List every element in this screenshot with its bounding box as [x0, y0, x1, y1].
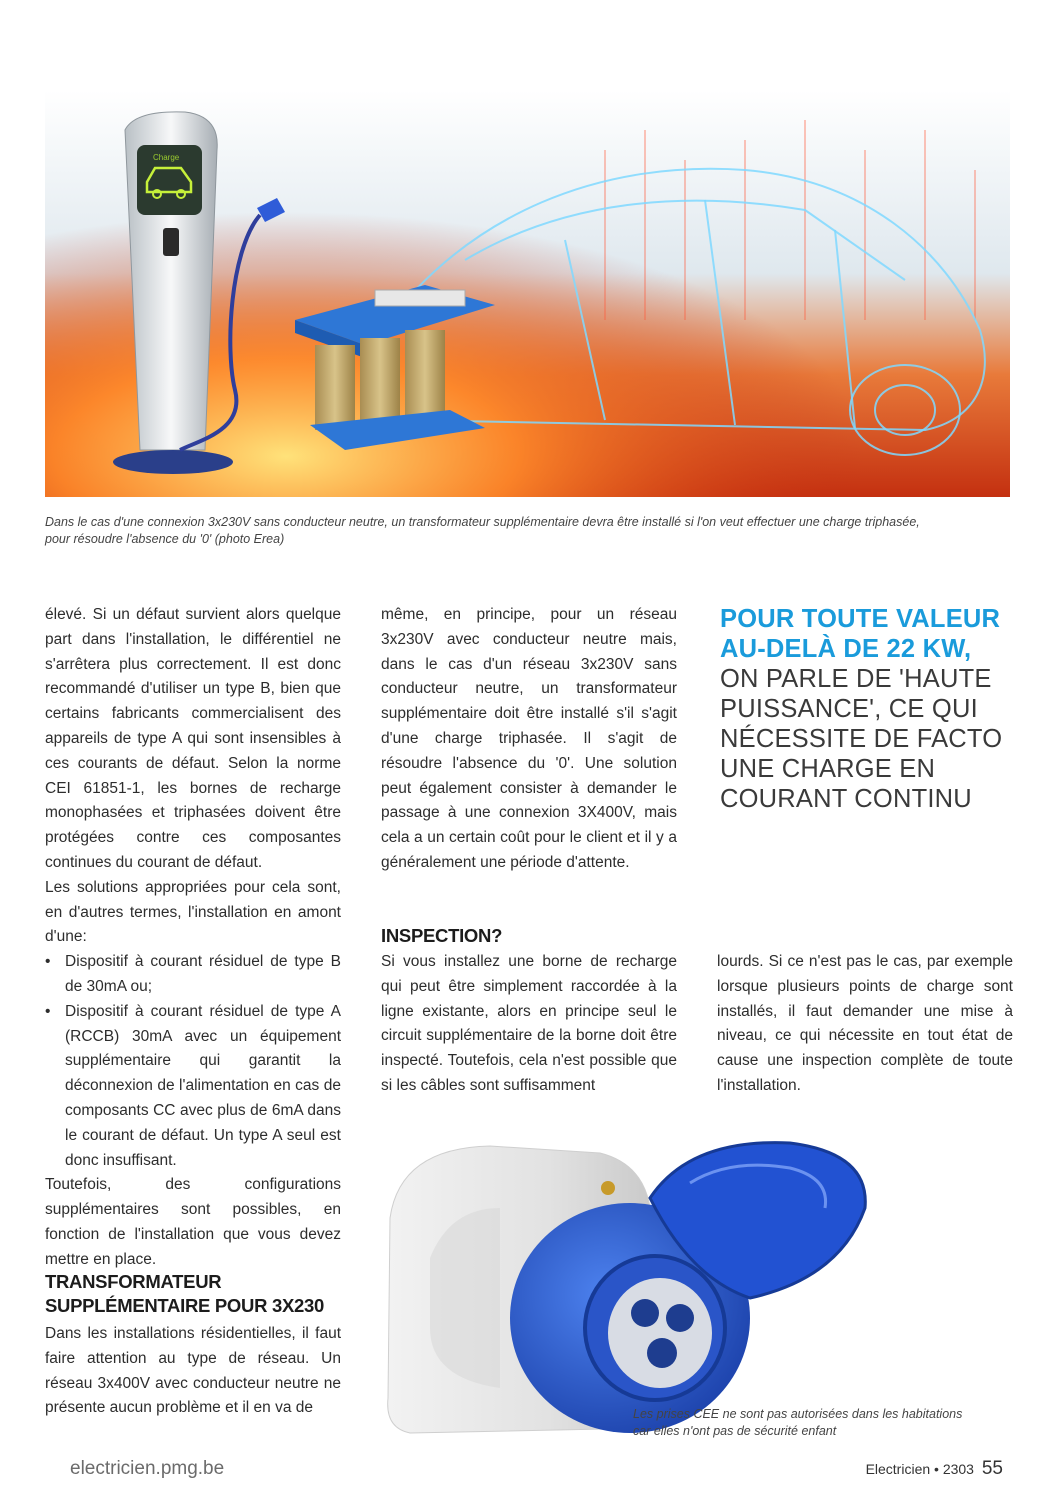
- heading-line: SUPPLÉMENTAIRE POUR 3X230: [45, 1295, 324, 1316]
- socket-photo: [370, 1128, 890, 1448]
- hero-caption-line: Dans le cas d'une connexion 3x230V sans conducteur neutre, un transformateur supplémentaire devra être installé si l'on veut effectuer une charge triphasée,: [45, 515, 920, 529]
- paragraph: Les solutions appropriées pour cela sont, en d'autres termes, l'installation en amont d'une:: [45, 878, 341, 946]
- paragraph: Si vous installez une borne de recharge qui peut être simplement raccordée à la ligne existante, alors en principe seul le circuit supplémentaire de la borne doit être inspecté. Toutefois, cela n'est possible que si les câbles sont suffisamment: [381, 953, 677, 1094]
- paragraph: élevé. Si un défaut survient alors quelque part dans l'installation, le différentiel ne s'arrêtera plus correctement. Il est donc recommandé d'utiliser un type B, bien que certains fabricants commercialisent des appareils de type A qui sont insensibles à ces courants de défaut. Selon la norme CEI 61851-1, les bornes de recharge monophasées et triphasées doivent être protégées contre ces composantes continues du courant de défaut.: [45, 606, 341, 871]
- socket-caption: [633, 1406, 1013, 1440]
- page-number: 55: [981, 1458, 1003, 1479]
- column-1-continued: [45, 1322, 341, 1421]
- column-2: [381, 603, 677, 876]
- hero-caption: [45, 514, 1010, 548]
- heading-line: INSPECTION?: [381, 925, 503, 946]
- footer-website[interactable]: electricien.pmg.be: [70, 1458, 225, 1479]
- pull-quote: [720, 604, 1020, 814]
- socket-caption-line: car elles n'ont pas de sécurité enfant: [633, 1424, 837, 1438]
- list-item: • Dispositif à courant résiduel de type A (RCCB) 30mA avec un équipement supplémentaire qui garantit la déconnexion de l'alimentation en cas de composants CC avec plus de 6mA dans le courant de défaut. Un type A seul est donc insuffisant.: [65, 1000, 341, 1174]
- list-item: • Dispositif à courant résiduel de type B de 30mA ou;: [65, 950, 341, 1000]
- paragraph: même, en principe, pour un réseau 3x230V avec conducteur neutre mais, dans le cas d'un réseau 3x230V sans conducteur neutre, un transformateur supplémentaire doit être installé s'il s'agit d'une charge triphasée. Il s'agit de résoudre l'absence du '0'. Une solution peut également consister à demander le passage à une connexion 3X400V, mais cela a un certain coût pour le client et il y a généralement une période d'attente.: [381, 606, 677, 871]
- hero-photo: [45, 90, 1010, 497]
- socket-caption-line: Les prises CEE ne sont pas autorisées dans les habitations: [633, 1407, 963, 1421]
- column-2-continued: [381, 950, 677, 1099]
- hero-caption-line: pour résoudre l'absence du '0' (photo Erea): [45, 532, 285, 546]
- bullet-list: [45, 950, 341, 1173]
- section-heading-transformer: [45, 1270, 345, 1318]
- footer-folio: [866, 1458, 1003, 1480]
- pull-quote-highlight: POUR TOUTE VALEUR AU-DELÀ DE 22 KW,: [720, 605, 1001, 663]
- paragraph: lourds. Si ce n'est pas le cas, par exemple lorsque plusieurs points de charge sont installés, il faut demander une mise à niveau, ce qui nécessite en tout état de cause une inspection complète de toute l'installation.: [717, 953, 1013, 1094]
- column-3: [717, 950, 1013, 1099]
- charger-screen-text: Charge: [153, 153, 180, 162]
- section-heading-inspection: [381, 924, 677, 948]
- magazine-issue: Electricien • 2303: [865, 1461, 974, 1477]
- paragraph: Dans les installations résidentielles, il faut faire attention au type de réseau. Un réseau 3x400V avec conducteur neutre ne présente aucun problème et il en va de: [45, 1325, 341, 1417]
- pull-quote-text: ON PARLE DE 'HAUTE PUISSANCE', CE QUI NÉCESSITE DE FACTO UNE CHARGE EN COURANT CONTINU: [720, 665, 1003, 813]
- heading-line: TRANSFORMATEUR: [45, 1271, 222, 1292]
- column-1: [45, 603, 341, 1273]
- paragraph: Toutefois, des configurations supplémentaires sont possibles, en fonction de l'installation que vous devez mettre en place.: [45, 1176, 341, 1268]
